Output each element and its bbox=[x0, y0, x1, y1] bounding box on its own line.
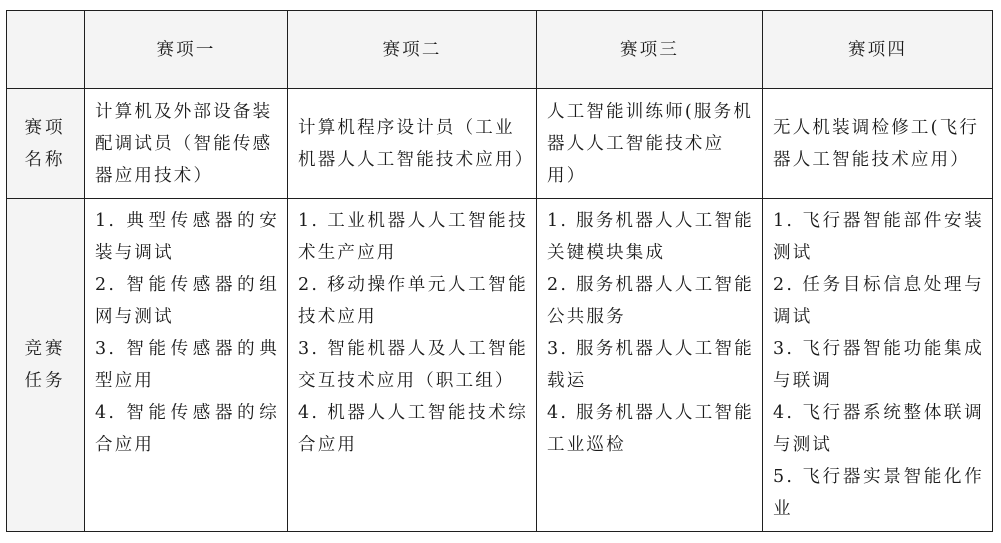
task-item: 3. 服务机器人人工智能载运 bbox=[547, 339, 754, 391]
task-item: 1. 工业机器人人工智能技术生产应用 bbox=[298, 211, 528, 263]
task-list-event-1 bbox=[95, 205, 279, 461]
task-item: 4. 智能传感器的综合应用 bbox=[95, 403, 279, 455]
header-row bbox=[7, 11, 993, 89]
task-item: 4. 服务机器人人工智能工业巡检 bbox=[547, 403, 754, 455]
task-item: 1. 飞行器智能部件安装测试 bbox=[773, 211, 984, 263]
competition-table bbox=[6, 10, 993, 532]
task-item: 2. 服务机器人人工智能公共服务 bbox=[547, 275, 754, 327]
competition-task-label-cell bbox=[7, 199, 85, 532]
header-event-3: 赛项三 bbox=[537, 11, 763, 89]
task-item: 2. 移动操作单元人工智能技术应用 bbox=[298, 275, 528, 327]
task-cell-event-4 bbox=[763, 199, 993, 532]
task-item: 2. 任务目标信息处理与调试 bbox=[773, 275, 984, 327]
task-item: 4. 机器人人工智能技术综合应用 bbox=[298, 403, 528, 455]
task-list-event-4 bbox=[773, 205, 984, 525]
task-cell-event-1 bbox=[85, 199, 288, 532]
task-item: 4. 飞行器系统整体联调与测试 bbox=[773, 403, 984, 455]
event-name-row bbox=[7, 89, 993, 199]
competition-task-row bbox=[7, 199, 993, 532]
task-cell-event-2 bbox=[288, 199, 537, 532]
task-item: 5. 飞行器实景智能化作业 bbox=[773, 467, 984, 519]
header-event-4: 赛项四 bbox=[763, 11, 993, 89]
task-list-event-2 bbox=[298, 205, 528, 461]
corner-cell bbox=[7, 11, 85, 89]
event-name-label-cell bbox=[7, 89, 85, 199]
event-name-1: 计算机及外部设备装配调试员（智能传感器应用技术） bbox=[85, 89, 288, 199]
task-item: 3. 飞行器智能功能集成与联调 bbox=[773, 339, 984, 391]
event-name-label: 赛项名称 bbox=[24, 117, 66, 170]
event-name-2: 计算机程序设计员（工业机器人人工智能技术应用） bbox=[288, 89, 537, 199]
task-item: 1. 服务机器人人工智能关键模块集成 bbox=[547, 211, 754, 263]
competition-task-label: 竞赛任务 bbox=[24, 339, 66, 391]
task-item: 1. 典型传感器的安装与调试 bbox=[95, 211, 279, 263]
task-item: 3. 智能传感器的典型应用 bbox=[95, 339, 279, 391]
event-name-3: 人工智能训练师(服务机器人人工智能技术应用） bbox=[537, 89, 763, 199]
task-list-event-3 bbox=[547, 205, 754, 461]
header-event-1: 赛项一 bbox=[85, 11, 288, 89]
task-cell-event-3 bbox=[537, 199, 763, 532]
event-name-4: 无人机装调检修工(飞行器人工智能技术应用） bbox=[763, 89, 993, 199]
task-item: 2. 智能传感器的组网与测试 bbox=[95, 275, 279, 327]
task-item: 3. 智能机器人及人工智能交互技术应用（职工组） bbox=[298, 339, 528, 391]
header-event-2: 赛项二 bbox=[288, 11, 537, 89]
